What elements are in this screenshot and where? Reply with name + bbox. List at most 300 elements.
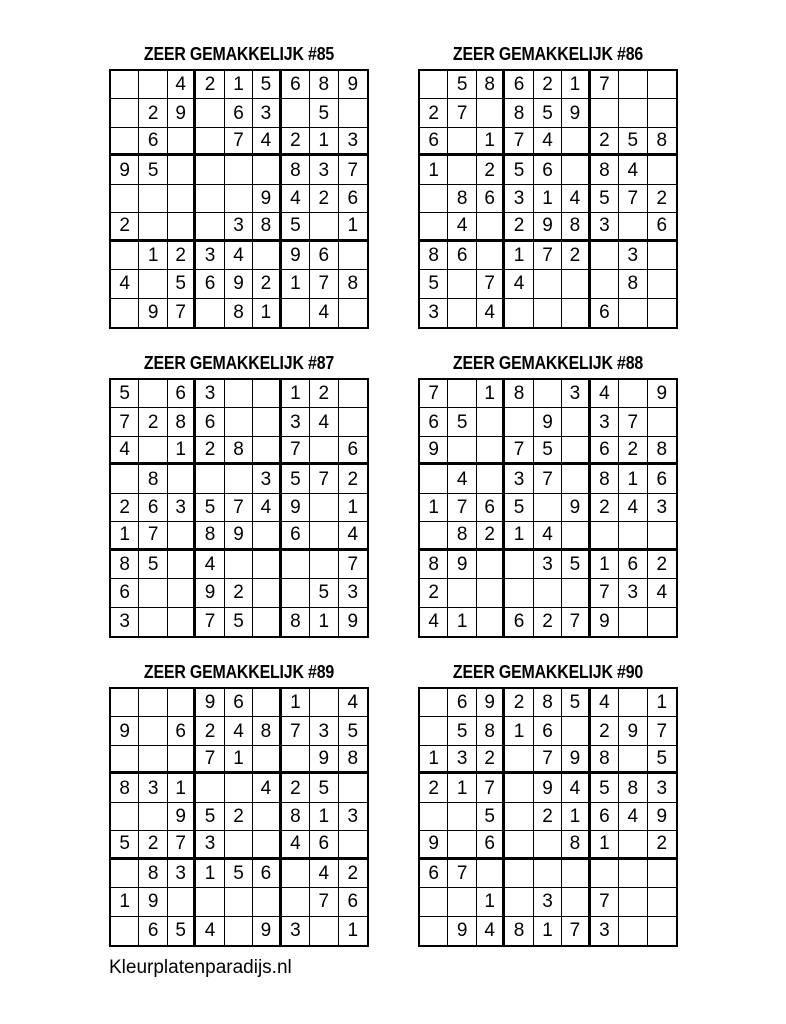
sudoku-cell — [111, 689, 139, 717]
sudoku-cell: 4 — [448, 213, 476, 241]
sudoku-cell: 2 — [339, 860, 367, 888]
sudoku-cell — [139, 213, 167, 241]
sudoku-cell: 3 — [310, 156, 338, 184]
sudoku-cell — [477, 465, 505, 493]
sudoku-cell — [168, 128, 196, 156]
sudoku-cell — [420, 522, 448, 550]
sudoku-cell — [168, 156, 196, 184]
sudoku-cell: 3 — [648, 494, 676, 522]
sudoku-cell: 6 — [420, 128, 448, 156]
sudoku-cell — [111, 746, 139, 774]
sudoku-cell: 3 — [168, 494, 196, 522]
sudoku-cell — [420, 465, 448, 493]
sudoku-cell: 9 — [420, 831, 448, 859]
sudoku-cell — [253, 689, 281, 717]
sudoku-cell — [225, 185, 253, 213]
sudoku-cell — [111, 860, 139, 888]
sudoku-cell — [225, 408, 253, 436]
sudoku-cell — [505, 831, 533, 859]
sudoku-cell: 7 — [648, 717, 676, 745]
sudoku-cell — [562, 270, 590, 298]
sudoku-cell — [448, 579, 476, 607]
sudoku-cell: 2 — [505, 689, 533, 717]
sudoku-cell — [648, 888, 676, 916]
sudoku-cell: 5 — [448, 717, 476, 745]
sudoku-cell — [420, 917, 448, 945]
sudoku-cell: 2 — [420, 99, 448, 127]
sudoku-cell: 1 — [420, 156, 448, 184]
sudoku-cell: 8 — [253, 717, 281, 745]
sudoku-cell: 8 — [648, 128, 676, 156]
sudoku-cell — [448, 128, 476, 156]
sudoku-cell: 8 — [505, 917, 533, 945]
sudoku-cell: 1 — [591, 831, 619, 859]
sudoku-cell: 7 — [477, 774, 505, 802]
sudoku-cell: 5 — [111, 380, 139, 408]
sudoku-cell: 9 — [196, 689, 224, 717]
sudoku-cell: 6 — [505, 71, 533, 99]
sudoku-cell — [111, 803, 139, 831]
sudoku-cell — [619, 213, 647, 241]
sudoku-cell: 5 — [339, 717, 367, 745]
sudoku-cell: 7 — [448, 494, 476, 522]
sudoku-cell — [505, 888, 533, 916]
sudoku-cell: 1 — [225, 71, 253, 99]
sudoku-cell: 8 — [448, 522, 476, 550]
sudoku-cell — [139, 803, 167, 831]
sudoku-cell: 6 — [591, 299, 619, 327]
sudoku-cell: 6 — [196, 408, 224, 436]
puzzle-title: ZEER GEMAKKELIJK #85 — [143, 43, 335, 64]
sudoku-cell — [619, 860, 647, 888]
sudoku-cell: 1 — [347, 920, 359, 942]
sudoku-cell: 1 — [648, 689, 676, 717]
sudoku-cell: 2 — [534, 803, 562, 831]
sudoku-cell: 6 — [282, 71, 310, 99]
sudoku-cell — [225, 831, 253, 859]
sudoku-cell: 2 — [310, 185, 338, 213]
sudoku-cell: 2 — [339, 465, 367, 493]
sudoku-cell — [139, 185, 167, 213]
sudoku-cell: 1 — [591, 551, 619, 579]
sudoku-cell — [310, 917, 338, 945]
sudoku-cell — [591, 270, 619, 298]
sudoku-cell: 9 — [591, 608, 619, 636]
sudoku-cell: 5 — [253, 71, 281, 99]
sudoku-cell: 3 — [448, 746, 476, 774]
sudoku-cell: 7 — [505, 128, 533, 156]
sudoku-cell: 9 — [253, 185, 281, 213]
sudoku-cell — [139, 270, 167, 298]
sudoku-cell: 7 — [448, 860, 476, 888]
sudoku-cell: 1 — [111, 888, 139, 916]
sudoku-cell: 2 — [139, 408, 167, 436]
sudoku-cell: 1 — [477, 128, 505, 156]
sudoku-cell — [477, 551, 505, 579]
sudoku-cell: 1 — [534, 185, 562, 213]
sudoku-cell — [139, 608, 167, 636]
sudoku-cell: 1 — [420, 494, 448, 522]
sudoku-cell — [505, 860, 533, 888]
sudoku-cell: 1 — [505, 242, 533, 270]
sudoku-cell: 9 — [562, 494, 590, 522]
sudoku-cell: 9 — [648, 380, 676, 408]
sudoku-cell: 8 — [111, 774, 139, 802]
sudoku-cell: 9 — [225, 270, 253, 298]
sudoku-cell: 4 — [619, 494, 647, 522]
sudoku-cell — [534, 860, 562, 888]
sudoku-cell: 6 — [339, 888, 367, 916]
sudoku-grid — [418, 378, 678, 638]
sudoku-cell: 9 — [139, 299, 167, 327]
sudoku-cell: 8 — [562, 213, 590, 241]
sudoku-cell: 4 — [310, 860, 338, 888]
sudoku-cell: 5 — [225, 860, 253, 888]
sudoku-cell — [562, 128, 590, 156]
sudoku-cell — [619, 689, 647, 717]
sudoku-cell: 2 — [534, 608, 562, 636]
sudoku-cell: 6 — [648, 213, 676, 241]
sudoku-cell: 7 — [168, 299, 196, 327]
sudoku-cell — [168, 185, 196, 213]
sudoku-cell — [310, 689, 338, 717]
sudoku-cell: 3 — [339, 128, 367, 156]
sudoku-cell: 9 — [282, 494, 310, 522]
sudoku-cell — [648, 608, 676, 636]
sudoku-cell: 1 — [448, 608, 476, 636]
sudoku-cell — [534, 270, 562, 298]
sudoku-cell — [505, 774, 533, 802]
sudoku-cell: 7 — [619, 408, 647, 436]
sudoku-cell: 9 — [648, 803, 676, 831]
sudoku-cell: 1 — [168, 774, 196, 802]
sudoku-cell: 1 — [562, 71, 590, 99]
sudoku-cell — [196, 774, 224, 802]
sudoku-cell: 5 — [591, 774, 619, 802]
sudoku-cell: 5 — [648, 746, 676, 774]
sudoku-cell — [477, 99, 505, 127]
sudoku-cell: 7 — [591, 579, 619, 607]
sudoku-cell — [253, 888, 281, 916]
sudoku-cell: 9 — [310, 746, 338, 774]
sudoku-cell: 7 — [534, 465, 562, 493]
sudoku-cell — [282, 551, 310, 579]
sudoku-cell: 1 — [420, 746, 448, 774]
sudoku-cell — [339, 99, 367, 127]
sudoku-cell — [253, 831, 281, 859]
sudoku-cell — [562, 579, 590, 607]
sudoku-cell — [448, 803, 476, 831]
sudoku-cell: 4 — [339, 522, 367, 550]
sudoku-cell: 1 — [225, 746, 253, 774]
sudoku-cell: 1 — [339, 494, 367, 522]
sudoku-cell: 1 — [139, 242, 167, 270]
sudoku-cell: 6 — [477, 494, 505, 522]
sudoku-cell: 9 — [347, 611, 359, 633]
sudoku-cell: 7 — [225, 128, 253, 156]
sudoku-cell: 8 — [505, 380, 533, 408]
sudoku-cell — [505, 299, 533, 327]
sudoku-cell: 5 — [139, 551, 167, 579]
sudoku-cell — [111, 71, 139, 99]
sudoku-cell: 3 — [139, 774, 167, 802]
sudoku-cell: 5 — [168, 917, 196, 945]
sudoku-cell — [196, 128, 224, 156]
sudoku-cell — [282, 888, 310, 916]
sudoku-cell — [339, 299, 367, 327]
sudoku-cell: 6 — [619, 551, 647, 579]
sudoku-cell: 5 — [196, 803, 224, 831]
sudoku-cell — [139, 71, 167, 99]
sudoku-cell: 7 — [562, 608, 590, 636]
sudoku-cell — [448, 270, 476, 298]
sudoku-cell: 8 — [648, 437, 676, 465]
sudoku-cell: 3 — [310, 717, 338, 745]
sudoku-cell: 2 — [477, 156, 505, 184]
sudoku-cell — [648, 156, 676, 184]
sudoku-cell: 4 — [562, 774, 590, 802]
sudoku-cell — [310, 213, 338, 241]
sudoku-cell: 4 — [196, 551, 224, 579]
sudoku-cell — [648, 242, 676, 270]
sudoku-cell: 6 — [310, 242, 338, 270]
sudoku-cell: 6 — [282, 522, 310, 550]
sudoku-cell: 4 — [225, 717, 253, 745]
sudoku-cell: 9 — [168, 99, 196, 127]
sudoku-cell — [562, 717, 590, 745]
sudoku-cell — [339, 774, 367, 802]
sudoku-cell: 8 — [310, 71, 338, 99]
sudoku-cell — [282, 579, 310, 607]
sudoku-cell: 2 — [591, 717, 619, 745]
sudoku-cell — [648, 299, 676, 327]
sudoku-cell: 2 — [619, 437, 647, 465]
sudoku-cell: 7 — [310, 888, 338, 916]
sudoku-cell: 8 — [253, 213, 281, 241]
sudoku-cell: 2 — [648, 185, 676, 213]
sudoku-cell: 7 — [310, 270, 338, 298]
sudoku-cell — [111, 917, 139, 945]
sudoku-cell — [562, 522, 590, 550]
sudoku-cell: 8 — [448, 185, 476, 213]
sudoku-cell — [111, 299, 139, 327]
sudoku-cell — [448, 156, 476, 184]
sudoku-cell — [225, 156, 253, 184]
sudoku-cell: 2 — [420, 774, 448, 802]
sudoku-cell: 4 — [505, 270, 533, 298]
sudoku-cell — [253, 242, 281, 270]
sudoku-cell: 7 — [139, 522, 167, 550]
site-credit: Kleurplatenparadijs.nl — [109, 957, 292, 978]
sudoku-cell — [534, 579, 562, 607]
sudoku-cell: 1 — [477, 888, 505, 916]
sudoku-cell: 7 — [339, 551, 367, 579]
puzzle-title: ZEER GEMAKKELIJK #89 — [143, 661, 335, 682]
sudoku-cell: 6 — [534, 156, 562, 184]
sudoku-cell — [253, 746, 281, 774]
sudoku-cell: 3 — [591, 408, 619, 436]
sudoku-cell: 8 — [282, 156, 310, 184]
sudoku-cell: 8 — [225, 437, 253, 465]
sudoku-cell — [591, 522, 619, 550]
sudoku-cell — [534, 494, 562, 522]
sudoku-cell: 4 — [339, 689, 367, 717]
sudoku-cell: 5 — [505, 156, 533, 184]
sudoku-cell: 3 — [111, 608, 139, 636]
sudoku-cell — [505, 579, 533, 607]
sudoku-cell — [196, 213, 224, 241]
sudoku-cell — [253, 579, 281, 607]
sudoku-cell: 4 — [253, 128, 281, 156]
sudoku-cell: 1 — [282, 270, 310, 298]
sudoku-cell: 3 — [282, 917, 310, 945]
sudoku-cell — [562, 299, 590, 327]
sudoku-cell — [505, 746, 533, 774]
sudoku-cell: 6 — [591, 437, 619, 465]
sudoku-cell — [534, 380, 562, 408]
sudoku-cell: 8 — [139, 860, 167, 888]
sudoku-cell — [619, 917, 647, 945]
sudoku-cell — [139, 579, 167, 607]
sudoku-cell: 4 — [282, 831, 310, 859]
sudoku-cell: 3 — [168, 860, 196, 888]
sudoku-cell — [225, 917, 253, 945]
sudoku-cell: 9 — [420, 437, 448, 465]
sudoku-cell: 8 — [139, 465, 167, 493]
sudoku-cell: 2 — [139, 831, 167, 859]
sudoku-cell — [619, 608, 647, 636]
sudoku-cell — [225, 551, 253, 579]
sudoku-cell — [477, 242, 505, 270]
sudoku-cell: 3 — [339, 803, 367, 831]
sudoku-cell: 1 — [339, 213, 367, 241]
sudoku-cell — [168, 465, 196, 493]
sudoku-cell: 2 — [225, 803, 253, 831]
sudoku-cell: 4 — [591, 380, 619, 408]
sudoku-cell — [591, 242, 619, 270]
sudoku-cell — [339, 242, 367, 270]
sudoku-cell: 4 — [619, 803, 647, 831]
sudoku-cell: 1 — [505, 522, 533, 550]
sudoku-cell — [253, 803, 281, 831]
sudoku-cell — [310, 494, 338, 522]
sudoku-cell: 5 — [562, 689, 590, 717]
sudoku-cell: 2 — [562, 242, 590, 270]
sudoku-cell — [477, 408, 505, 436]
sudoku-cell — [196, 888, 224, 916]
sudoku-cell: 4 — [562, 185, 590, 213]
sudoku-cell: 6 — [339, 437, 367, 465]
sudoku-cell — [339, 408, 367, 436]
sudoku-cell: 6 — [339, 185, 367, 213]
sudoku-cell — [562, 408, 590, 436]
sudoku-cell — [282, 99, 310, 127]
sudoku-cell: 1 — [310, 803, 338, 831]
sudoku-cell: 4 — [619, 156, 647, 184]
sudoku-cell — [310, 551, 338, 579]
sudoku-cell: 3 — [282, 408, 310, 436]
sudoku-cell — [111, 185, 139, 213]
sudoku-cell — [420, 803, 448, 831]
sudoku-cell: 7 — [310, 465, 338, 493]
sudoku-cell: 5 — [310, 774, 338, 802]
sudoku-cell — [648, 408, 676, 436]
sudoku-cell: 2 — [196, 717, 224, 745]
sudoku-cell — [225, 774, 253, 802]
sudoku-cell: 2 — [420, 579, 448, 607]
sudoku-cell: 5 — [282, 213, 310, 241]
sudoku-cell — [648, 99, 676, 127]
sudoku-cell: 5 — [282, 465, 310, 493]
sudoku-cell — [420, 717, 448, 745]
sudoku-cell: 5 — [562, 551, 590, 579]
sudoku-cell: 7 — [448, 99, 476, 127]
sudoku-cell: 4 — [111, 270, 139, 298]
sudoku-cell: 8 — [420, 242, 448, 270]
sudoku-cell: 3 — [339, 579, 367, 607]
sudoku-cell: 9 — [562, 99, 590, 127]
sudoku-cell: 9 — [619, 717, 647, 745]
sudoku-cell: 7 — [168, 831, 196, 859]
sudoku-cell: 4 — [477, 299, 505, 327]
sudoku-cell — [253, 408, 281, 436]
sudoku-cell: 2 — [282, 128, 310, 156]
sudoku-cell: 1 — [505, 717, 533, 745]
sudoku-cell: 7 — [591, 71, 619, 99]
sudoku-cell: 6 — [196, 270, 224, 298]
sudoku-cell: 7 — [534, 242, 562, 270]
sudoku-cell: 9 — [534, 213, 562, 241]
sudoku-cell — [111, 128, 139, 156]
sudoku-cell: 2 — [591, 128, 619, 156]
sudoku-grid — [109, 378, 369, 638]
sudoku-cell — [168, 551, 196, 579]
sudoku-cell — [562, 465, 590, 493]
sudoku-cell: 5 — [448, 408, 476, 436]
sudoku-cell: 1 — [253, 299, 281, 327]
sudoku-cell: 2 — [505, 213, 533, 241]
sudoku-cell: 8 — [339, 746, 367, 774]
sudoku-cell: 2 — [477, 522, 505, 550]
sudoku-cell: 8 — [477, 71, 505, 99]
sudoku-cell: 9 — [534, 408, 562, 436]
sudoku-cell: 6 — [448, 242, 476, 270]
sudoku-cell: 3 — [534, 888, 562, 916]
sudoku-grid — [418, 687, 678, 947]
sudoku-cell: 5 — [310, 99, 338, 127]
sudoku-cell: 2 — [225, 579, 253, 607]
sudoku-cell — [282, 299, 310, 327]
sudoku-cell: 7 — [225, 494, 253, 522]
sudoku-cell: 8 — [619, 270, 647, 298]
sudoku-cell — [534, 831, 562, 859]
sudoku-cell: 3 — [505, 465, 533, 493]
sudoku-cell: 1 — [534, 917, 562, 945]
sudoku-cell — [505, 551, 533, 579]
sudoku-cell: 7 — [505, 437, 533, 465]
sudoku-cell: 3 — [591, 213, 619, 241]
puzzle-title: ZEER GEMAKKELIJK #87 — [143, 352, 335, 373]
sudoku-cell: 8 — [420, 551, 448, 579]
sudoku-cell: 2 — [139, 99, 167, 127]
sudoku-cell — [648, 522, 676, 550]
sudoku-cell — [253, 380, 281, 408]
sudoku-cell — [562, 860, 590, 888]
sudoku-cell: 5 — [477, 803, 505, 831]
sudoku-cell: 4 — [534, 522, 562, 550]
sudoku-cell: 3 — [196, 831, 224, 859]
sudoku-cell: 8 — [339, 270, 367, 298]
